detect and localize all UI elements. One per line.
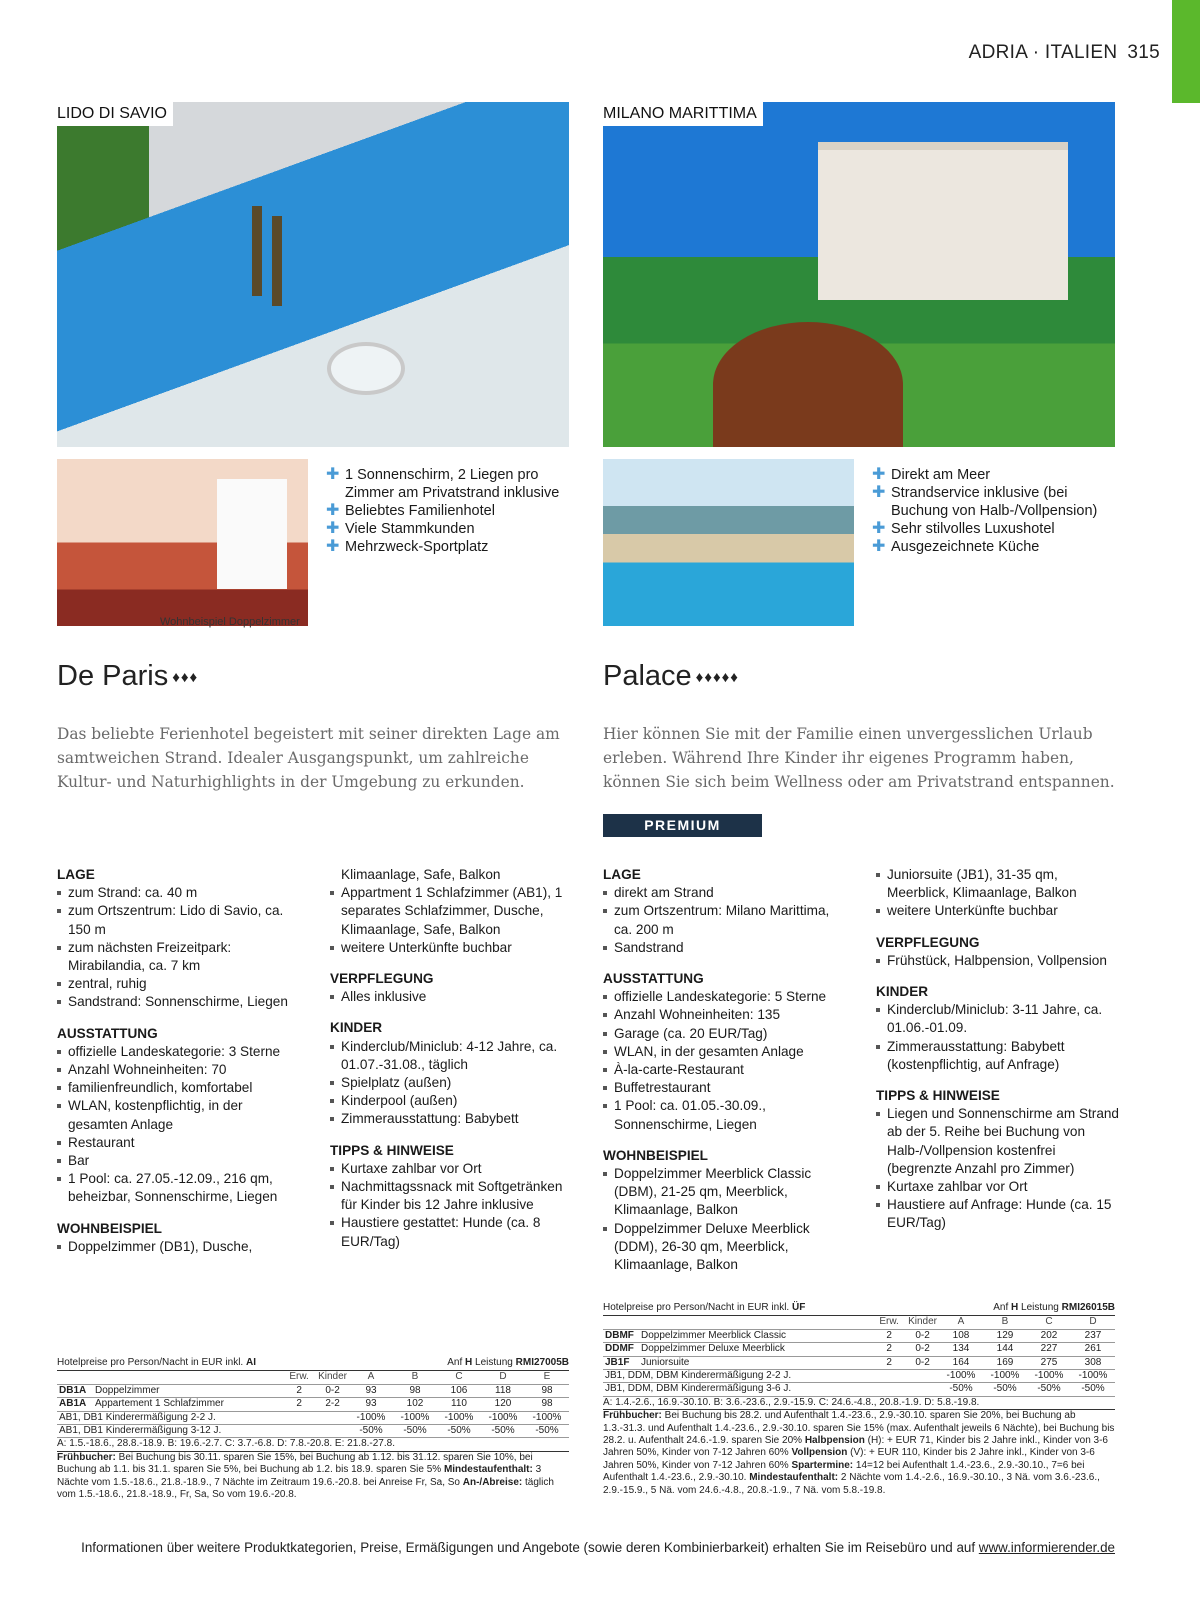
price-cell: -50%: [1027, 1383, 1071, 1396]
room-name: AB1, DB1 Kinderermäßigung 3-12 J.: [57, 1425, 282, 1438]
list-item: Nachmittagssnack mit Softgetränken für Kinder bis 12 Jahre inklusive: [330, 1178, 575, 1214]
section-heading: KINDER: [330, 1020, 383, 1036]
hotel-title-palace: [603, 660, 739, 693]
price-cell: 98: [393, 1384, 437, 1397]
price-title-text: Hotelpreise pro Person/Nacht in EUR inkl.: [57, 1357, 246, 1368]
adults-cell: 2: [282, 1398, 316, 1411]
list-item: weitere Unterkünfte buchbar: [876, 902, 1121, 920]
room-name: Doppelzimmer Meerblick Classic: [639, 1329, 872, 1342]
price-cell: 108: [939, 1329, 983, 1342]
section-heading: AUSSTATTUNG: [603, 971, 704, 987]
room-name: Appartement 1 Schlafzimmer: [93, 1398, 282, 1411]
section-heading: VERPFLEGUNG: [330, 971, 434, 987]
header-cell: Erw.: [872, 1316, 906, 1329]
plus-icon: ✚: [872, 538, 886, 555]
section-tab-marker: [1172, 0, 1200, 103]
price-cell: 164: [939, 1356, 983, 1369]
section-list: [330, 1160, 575, 1251]
section-heading: KINDER: [876, 984, 929, 1000]
region-title: ADRIA · ITALIEN: [968, 42, 1118, 63]
price-cell: -100%: [1027, 1370, 1071, 1383]
list-item: zentral, ruhig: [57, 975, 302, 993]
list-item: Kurtaxe zahlbar vor Ort: [330, 1160, 575, 1178]
feature-item: [872, 484, 1122, 520]
continued-list: [330, 866, 575, 884]
list-item: Juniorsuite (JB1), 31-35 qm, Meerblick, Klimaanlage, Balkon: [876, 866, 1121, 902]
hotel-name: De Paris: [57, 660, 169, 692]
room-name: Juniorsuite: [639, 1356, 872, 1369]
list-item: Restaurant: [57, 1134, 302, 1152]
price-cell: -50%: [525, 1425, 569, 1438]
price-cell: 308: [1071, 1356, 1115, 1369]
section-list: [330, 884, 575, 957]
header-cell: B: [393, 1371, 437, 1384]
fine-print-label: Frühbucher:: [57, 1451, 119, 1463]
list-item: 1 Pool: ca. 27.05.-12.09., 216 qm, beheizbar, Sonnenschirme, Liegen: [57, 1170, 302, 1206]
adults-cell: 2: [282, 1384, 316, 1397]
section-heading: WOHNBEISPIEL: [603, 1147, 708, 1163]
price-cell: 93: [349, 1398, 393, 1411]
list-item: zum Strand: ca. 40 m: [57, 884, 302, 902]
fine-print-label: Vollpension: [791, 1447, 851, 1459]
list-item: Spielplatz (außen): [330, 1074, 575, 1092]
feature-item: [872, 520, 1122, 538]
section-heading: TIPPS & HINWEISE: [330, 1142, 454, 1158]
list-item: Anzahl Wohneinheiten: 135: [603, 1006, 848, 1024]
price-title: [603, 1302, 805, 1314]
price-table-de-paris: [57, 1357, 569, 1501]
feature-text: Mehrzweck-Sportplatz: [345, 539, 489, 555]
adults-cell: [872, 1383, 906, 1396]
list-item: familienfreundlich, komfortabel: [57, 1079, 302, 1097]
list-item: Klimaanlage, Safe, Balkon: [341, 867, 501, 882]
price-cell: 102: [393, 1398, 437, 1411]
feature-text: Ausgezeichnete Küche: [891, 539, 1040, 555]
price-row: [603, 1383, 1115, 1396]
list-item: WLAN, in der gesamten Anlage: [603, 1043, 848, 1061]
list-item: À-la-carte-Restaurant: [603, 1061, 848, 1079]
header-cell: C: [437, 1371, 481, 1384]
section-list: [330, 988, 575, 1006]
children-cell: 0-2: [906, 1329, 939, 1342]
room-name: JB1, DDM, DBM Kinderermäßigung 2-2 J.: [603, 1370, 872, 1383]
service-label: Leistung: [472, 1357, 516, 1368]
feature-text: Sehr stilvolles Luxushotel: [891, 521, 1055, 537]
header-cell: A: [349, 1371, 393, 1384]
header-cell: A: [939, 1316, 983, 1329]
arrival-label: Anf: [447, 1357, 466, 1368]
plus-icon: ✚: [872, 484, 886, 501]
service-id: RMI26015B: [1061, 1302, 1115, 1313]
fine-print-label: Frühbucher:: [603, 1410, 665, 1422]
section-list: [603, 1165, 848, 1274]
list-item: Zimmerausstattung: Babybett: [330, 1110, 575, 1128]
adults-cell: [282, 1425, 316, 1438]
feature-text: Viele Stammkunden: [345, 521, 475, 537]
feature-text: Direkt am Meer: [891, 467, 991, 483]
price-cell: -100%: [437, 1411, 481, 1424]
location-label: MILANO MARITTIMA: [603, 102, 763, 126]
feature-list-de-paris: [326, 466, 576, 556]
price-cell: 134: [939, 1343, 983, 1356]
feature-item: [326, 520, 576, 538]
feature-item: [326, 466, 576, 502]
plus-icon: ✚: [326, 538, 340, 555]
section-list: [57, 884, 302, 1011]
plus-icon: ✚: [872, 520, 886, 537]
price-row: [603, 1329, 1115, 1342]
header-cell: C: [1027, 1316, 1071, 1329]
thumbnail-caption: Wohnbeispiel Doppelzimmer: [160, 616, 300, 628]
service-id: RMI27005B: [515, 1357, 569, 1368]
list-item: Doppelzimmer (DB1), Dusche,: [57, 1238, 302, 1256]
price-cell: -50%: [983, 1383, 1027, 1396]
adults-cell: [282, 1411, 316, 1424]
list-item: Liegen und Sonnenschirme am Strand ab der 5. Reihe bei Buchung von Halb-/Vollpension kostenfrei (begrenzte Anzahl pro Zimmer): [876, 1105, 1121, 1178]
children-cell: 0-2: [906, 1356, 939, 1369]
hotel-intro-de-paris: Das beliebte Ferienhotel begeistert mit seiner direkten Lage am samtweichen Strand. Idealer Ausgangspunkt, um zahlreiche Kultur- und Naturhighlights in der Umgebung zu erkunden.: [57, 725, 560, 791]
price-cell: 106: [437, 1384, 481, 1397]
price-cell: -50%: [939, 1383, 983, 1396]
fine-print-label: Mindestaufenthalt:: [749, 1472, 841, 1484]
list-item: Sandstrand: Sonnenschirme, Liegen: [57, 993, 302, 1011]
list-item: Frühstück, Halbpension, Vollpension: [876, 952, 1121, 970]
feature-item: [326, 502, 576, 520]
price-cell: -100%: [983, 1370, 1027, 1383]
price-cell: 93: [349, 1384, 393, 1397]
footer-text: Informationen über weitere Produktkategorien, Preise, Ermäßigungen und Angebote (sowie deren Kombinierbarkeit) erhalten Sie im Reisebüro und auf: [81, 1540, 976, 1555]
children-cell: 0-2: [906, 1343, 939, 1356]
hero-image-palace: [603, 102, 1115, 447]
fine-print: [603, 1409, 1115, 1497]
list-item: offizielle Landeskategorie: 5 Sterne: [603, 988, 848, 1006]
board-type: ÜF: [791, 1302, 806, 1313]
plus-icon: ✚: [326, 520, 340, 537]
page-header: [969, 42, 1160, 64]
price-cell: 169: [983, 1356, 1027, 1369]
section-heading: AUSSTATTUNG: [57, 1025, 158, 1041]
hero-image-de-paris: [57, 102, 569, 447]
price-cell: -50%: [481, 1425, 525, 1438]
fine-print-text: 14=12 bei Aufenthalt 1.4.-23.6., 2.9.-30.10., 7=6 bei Aufenthalt 1.4.-23.6., 2.9.-30.10.: [603, 1459, 1085, 1484]
list-item: Garage (ca. 20 EUR/Tag): [603, 1025, 848, 1043]
header-cell: D: [1071, 1316, 1115, 1329]
list-item: Alles inklusive: [330, 988, 575, 1006]
rating-stars: ♦♦♦: [172, 668, 199, 686]
fine-print-text: Bei Buchung bis 28.2. und Aufenthalt 1.4.-23.6., 2.9.-30.10. sparen Sie 20%, bei Buchung ab 1.3.-31.3. und Aufenthalt 1.4.-23.6., 2.9.-30.10. sparen Sie 15% (max. Aufenthalt jeweils 6 Nächte), bei Buchung bis 28.2. u. Aufenthalt 24.6.-1.9. sparen Sie 20%: [603, 1410, 1115, 1447]
fine-print-label: Spartermine:: [791, 1459, 856, 1471]
list-item: direkt am Strand: [603, 884, 848, 902]
price-cell: -100%: [349, 1411, 393, 1424]
feature-text: 1 Sonnenschirm, 2 Liegen pro Zimmer am Privatstrand inklusive: [345, 467, 560, 501]
feature-item: [872, 538, 1122, 556]
list-item: Kinderclub/Miniclub: 3-11 Jahre, ca. 01.06.-01.09.: [876, 1001, 1121, 1037]
price-cell: 98: [525, 1384, 569, 1397]
rating-stars: ♦♦♦♦♦: [695, 668, 739, 686]
website-link[interactable]: www.informierender.de: [978, 1540, 1115, 1555]
adults-cell: 2: [872, 1329, 906, 1342]
price-cell: 237: [1071, 1329, 1115, 1342]
footer-note: [57, 1540, 1115, 1555]
room-code: DB1A: [57, 1384, 93, 1397]
list-item: Bar: [57, 1152, 302, 1170]
adults-cell: 2: [872, 1343, 906, 1356]
adults-cell: 2: [872, 1356, 906, 1369]
list-item: weitere Unterkünfte buchbar: [330, 939, 575, 957]
price-cell: 227: [1027, 1343, 1071, 1356]
list-item: zum Ortszentrum: Milano Marittima, ca. 200 m: [603, 902, 848, 938]
price-cell: 118: [481, 1384, 525, 1397]
price-cell: 129: [983, 1329, 1027, 1342]
feature-list-palace: [872, 466, 1122, 556]
section-list: [876, 952, 1121, 970]
price-row: [57, 1398, 569, 1411]
list-item: Doppelzimmer Meerblick Classic (DBM), 21-25 qm, Meerblick, Klimaanlage, Balkon: [603, 1165, 848, 1220]
price-row: [57, 1425, 569, 1438]
fine-print-text: 2 Nächte vom 1.4.-2.6., 16.9.-30.10., 3 Nä. vom 3.6.-23.6., 2.9.-15.9., 5 Nä. vom 24.6.-4.8., 20.8.-1.9., 7 Nä. vom 5.8.-19.8.: [603, 1472, 1100, 1496]
service-label: Leistung: [1018, 1302, 1062, 1313]
hotel-title-de-paris: [57, 660, 198, 693]
price-cell: 120: [481, 1398, 525, 1411]
fine-print-label: An-/Abreise:: [462, 1476, 525, 1488]
price-row: [57, 1411, 569, 1424]
section-heading: LAGE: [603, 867, 641, 882]
price-cell: 144: [983, 1343, 1027, 1356]
room-name: Doppelzimmer: [93, 1384, 282, 1397]
price-table-caption: [57, 1357, 569, 1371]
info-column-palace-1: [603, 866, 848, 1274]
children-cell: [316, 1411, 349, 1424]
section-list: [876, 866, 1121, 921]
price-header-row: [603, 1316, 1115, 1329]
feature-text: Strandservice inklusive (bei Buchung von Halb-/Vollpension): [891, 485, 1098, 519]
room-code: DBMF: [603, 1329, 639, 1342]
section-list: [330, 1038, 575, 1129]
plus-icon: ✚: [872, 466, 886, 483]
list-item: Buffetrestaurant: [603, 1079, 848, 1097]
fine-print: [57, 1451, 569, 1502]
room-name: AB1, DB1 Kinderermäßigung 2-2 J.: [57, 1411, 282, 1424]
hotel-name: Palace: [603, 660, 692, 692]
children-cell: 2-2: [316, 1398, 349, 1411]
price-cell: -50%: [437, 1425, 481, 1438]
header-cell: [639, 1316, 872, 1329]
section-list: [876, 1105, 1121, 1232]
price-cell: -100%: [393, 1411, 437, 1424]
arrival-code: H: [1011, 1302, 1019, 1313]
board-type: AI: [245, 1357, 256, 1368]
price-title: [57, 1357, 256, 1369]
fine-print-text: (H): + EUR 71, Kinder bis 2 Jahre inkl., Kinder von 3-6 Jahren 50%, Kinder von 7-12 Jahren 60%: [603, 1435, 1108, 1459]
room-code: JB1F: [603, 1356, 639, 1369]
price-cell: -50%: [349, 1425, 393, 1438]
header-cell: Kinder: [908, 1316, 937, 1328]
hotel-intro-palace: Hier können Sie mit der Familie einen unvergesslichen Urlaub erleben. Während Ihre Kinder ihr eigenes Programm haben, können Sie sich beim Wellness oder am Privatstrand entspannen.: [603, 725, 1115, 791]
feature-text: Beliebtes Familienhotel: [345, 503, 495, 519]
children-cell: 0-2: [316, 1384, 349, 1397]
price-cell: 202: [1027, 1329, 1071, 1342]
section-list: [57, 1238, 302, 1256]
location-label: LIDO DI SAVIO: [57, 102, 173, 126]
price-table-palace: [603, 1302, 1115, 1497]
adults-cell: [872, 1370, 906, 1383]
page-number: 315: [1127, 42, 1160, 63]
header-cell: [93, 1371, 282, 1384]
feature-item: [326, 538, 576, 556]
section-heading: LAGE: [57, 867, 95, 882]
header-cell: Kinder: [318, 1371, 347, 1383]
season-dates: A: 1.5.-18.6., 28.8.-18.9. B: 19.6.-2.7. C: 3.7.-6.8. D: 7.8.-20.8. E: 21.8.-27.8.: [57, 1438, 395, 1450]
price-cell: 110: [437, 1398, 481, 1411]
price-cell: -50%: [1071, 1383, 1115, 1396]
price-grid: [57, 1371, 569, 1438]
service-code: [447, 1357, 569, 1369]
section-list: [57, 1043, 302, 1207]
premium-badge: PREMIUM: [603, 814, 762, 837]
children-cell: [316, 1425, 349, 1438]
header-cell: D: [481, 1371, 525, 1384]
price-row: [57, 1384, 569, 1397]
price-cell: -100%: [939, 1370, 983, 1383]
list-item: WLAN, kostenpflichtig, in der gesamten Anlage: [57, 1097, 302, 1133]
list-item: Haustiere gestattet: Hunde (ca. 8 EUR/Tag): [330, 1214, 575, 1250]
info-column-palace-2: [876, 866, 1121, 1233]
section-heading: WOHNBEISPIEL: [57, 1220, 162, 1236]
list-item: Kurtaxe zahlbar vor Ort: [876, 1178, 1121, 1196]
list-item: Haustiere auf Anfrage: Hunde (ca. 15 EUR/Tag): [876, 1196, 1121, 1232]
price-cell: -100%: [481, 1411, 525, 1424]
room-code: DDMF: [603, 1343, 639, 1356]
price-cell: 98: [525, 1398, 569, 1411]
price-cell: -50%: [393, 1425, 437, 1438]
service-code: [993, 1302, 1115, 1314]
fine-print-text: Bei Buchung bis 30.11. sparen Sie 15%, bei Buchung ab 1.12. bis 31.12. sparen Sie 10%, bei Buchung ab 1.1. bis 31.1. sparen Sie 5%, bei Buchung ab 1.2. bis 18.9. sparen Sie 5%: [57, 1451, 533, 1476]
price-header-row: [57, 1371, 569, 1384]
list-item: zum nächsten Freizeitpark: Mirabilandia, ca. 7 km: [57, 939, 302, 975]
arrival-label: Anf: [993, 1302, 1012, 1313]
list-item: zum Ortszentrum: Lido di Savio, ca. 150 m: [57, 902, 302, 938]
list-item: Kinderclub/Miniclub: 4-12 Jahre, ca. 01.07.-31.08., täglich: [330, 1038, 575, 1074]
list-item: Zimmerausstattung: Babybett (kostenpflichtig, auf Anfrage): [876, 1038, 1121, 1074]
section-list: [603, 988, 848, 1134]
info-column-de-paris-2: [330, 866, 575, 1251]
header-cell: [603, 1316, 639, 1329]
list-item: Appartment 1 Schlafzimmer (AB1), 1 separates Schlafzimmer, Dusche, Klimaanlage, Safe, Balkon: [330, 884, 575, 939]
price-cell: 261: [1071, 1343, 1115, 1356]
price-title-text: Hotelpreise pro Person/Nacht in EUR inkl.: [603, 1302, 792, 1313]
list-item: Kinderpool (außen): [330, 1092, 575, 1110]
section-heading: TIPPS & HINWEISE: [876, 1088, 1000, 1104]
season-dates: A: 1.4.-2.6., 16.9.-30.10. B: 3.6.-23.6., 2.9.-15.9. C: 24.6.-4.8., 20.8.-1.9. D: 5.8.-19.8.: [603, 1396, 980, 1408]
room-name: Doppelzimmer Deluxe Meerblick: [639, 1343, 872, 1356]
list-item: Doppelzimmer Deluxe Meerblick (DDM), 26-30 qm, Meerblick, Klimaanlage, Balkon: [603, 1220, 848, 1275]
list-item: Sandstrand: [603, 939, 848, 957]
plus-icon: ✚: [326, 502, 340, 519]
terrace-thumbnail: [603, 459, 854, 626]
feature-item: [872, 466, 1122, 484]
header-cell: B: [983, 1316, 1027, 1329]
list-item: 1 Pool: ca. 01.05.-30.09., Sonnenschirme, Liegen: [603, 1097, 848, 1133]
price-row: [603, 1370, 1115, 1383]
fine-print-label: Halbpension: [804, 1435, 868, 1447]
info-column-de-paris-1: [57, 866, 302, 1256]
section-list: [603, 884, 848, 957]
fine-print-text: täglich vom 1.5.-18.6., 21.8.-18.9., Fr, Sa, So vom 19.6.-20.8.: [57, 1476, 554, 1501]
price-row: [603, 1356, 1115, 1369]
header-cell: E: [525, 1371, 569, 1384]
room-code: AB1A: [57, 1398, 93, 1411]
plus-icon: ✚: [326, 466, 340, 483]
room-name: JB1, DDM, DBM Kinderermäßigung 3-6 J.: [603, 1383, 872, 1396]
price-cell: -100%: [525, 1411, 569, 1424]
children-cell: [906, 1370, 939, 1383]
price-grid: [603, 1316, 1115, 1396]
room-thumbnail: [57, 459, 308, 626]
price-cell: -100%: [1071, 1370, 1115, 1383]
price-table-caption: [603, 1302, 1115, 1316]
fine-print-label: Mindestaufenthalt:: [443, 1464, 536, 1476]
fine-print-text: (V): + EUR 110, Kinder bis 2 Jahre inkl., Kinder von 3-6 Jahren 50%, Kinder von 7-12 Jahren 60%: [603, 1447, 1095, 1471]
header-cell: [57, 1371, 93, 1384]
section-heading: VERPFLEGUNG: [876, 934, 980, 950]
price-row: [603, 1343, 1115, 1356]
list-item: offizielle Landeskategorie: 3 Sterne: [57, 1043, 302, 1061]
children-cell: [906, 1383, 939, 1396]
section-list: [876, 1001, 1121, 1074]
list-item: Anzahl Wohneinheiten: 70: [57, 1061, 302, 1079]
price-cell: 275: [1027, 1356, 1071, 1369]
header-cell: Erw.: [282, 1371, 316, 1384]
fine-print-text: 3 Nächte vom 1.5.-18.6., 21.8.-18.9., 7 Nächte im Zeitraum 19.6.-20.8. bei Anreise Fr, Sa, So: [57, 1464, 542, 1488]
arrival-code: H: [465, 1357, 473, 1368]
